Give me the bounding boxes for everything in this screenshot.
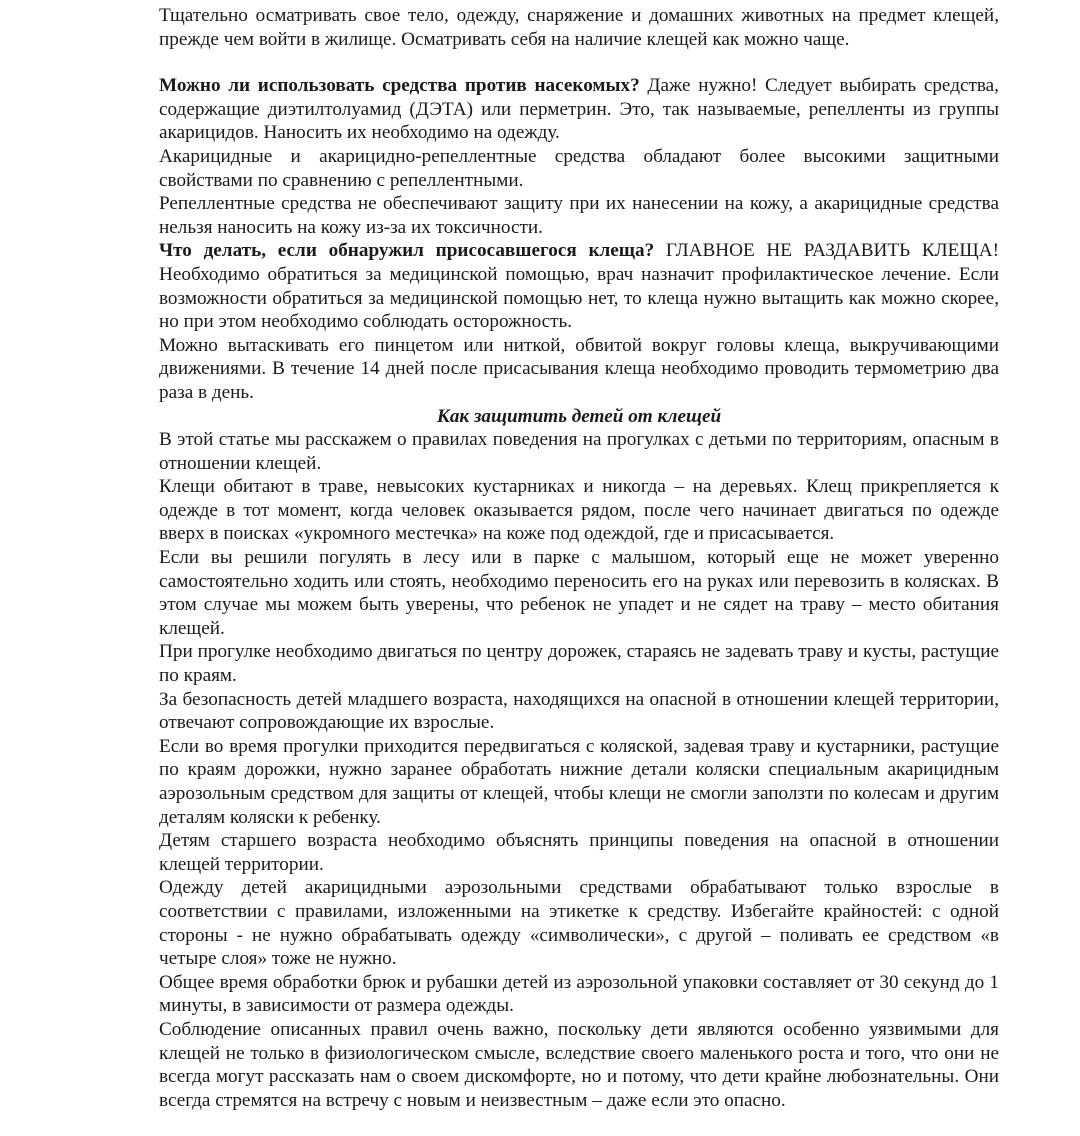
question-insect-repellent: Можно ли использовать средства против насекомых? — [159, 75, 640, 97]
children-paragraph: Клещи обитают в траве, невысоких кустарниках и никогда – на деревьях. Клещ прикрепляется к одежде в тот момент, когда человек оказывается рядом, после чего начинает двигаться по одежде вверх в поисках «укромного местечка» на коже под одеждой, где и присасывается. — [159, 476, 999, 545]
children-paragraph: За безопасность детей младшего возраста, находящихся на опасной в отношении клещей территории, отвечают сопровождающие их взрослые. — [159, 688, 999, 734]
question-attached-tick: Что делать, если обнаружил присосавшегося клеща? — [159, 240, 655, 262]
children-paragraph: Общее время обработки брюк и рубашки детей из аэрозольной упаковки составляет от 30 секунд до 1 минуты, в зависимости от размера одежды. — [159, 971, 999, 1017]
document-body — [159, 4, 999, 1112]
children-paragraph: Если во время прогулки приходится передвигаться с коляской, задевая траву и кустарники, растущие по краям дорожки, нужно заранее обработать нижние детали коляски специальным акарицидным аэрозольным средством для защиты от клещей, чтобы клещи не смогли заползти по колесам и другим деталям коляски к ребенку. — [159, 735, 999, 828]
repellent-paragraph: Репеллентные средства не обеспечивают защиту при их нанесении на кожу, а акарицидные средства нельзя наносить на кожу из-за их токсичности. — [159, 193, 999, 238]
insect-repellent-paragraph — [159, 74, 999, 145]
children-paragraph: При прогулке необходимо двигаться по центру дорожек, стараясь не задевать траву и кусты, растущие по краям. — [159, 641, 999, 687]
answer-attached-tick: ГЛАВНОЕ НЕ РАЗДАВИТЬ КЛЕЩА! Необходимо обратиться за медицинской помощью, врач назначит профилактическое лечение. Если возможности обратиться за медицинской помощью нет, то клеща нужно вытащить как можно скорее, но при этом необходимо соблюдать осторожность. — [159, 240, 999, 333]
intro-paragraph: Тщательно осматривать свое тело, одежду, снаряжение и домашних животных на предмет клещей, прежде чем войти в жилище. Осматривать себя на наличие клещей как можно чаще. — [159, 5, 999, 50]
section-heading: Как защитить детей от клещей — [436, 405, 722, 427]
acaricide-paragraph: Акарицидные и акарицидно-репеллентные средства обладают более высокими защитными свойствами по сравнению с репеллентными. — [159, 145, 999, 191]
children-paragraph: Одежду детей акарицидными аэрозольными средствами обрабатывают только взрослые в соответствии с правилами, изложенными на этикетке к средству. Избегайте крайностей: с одной стороны - не нужно обрабатывать одежду «символически», с другой – поливать ее средством «в четыре слоя» тоже не нужно. — [159, 877, 999, 970]
attached-tick-paragraph — [159, 239, 999, 333]
children-paragraph: В этой статье мы расскажем о правилах поведения на прогулках с детьми по территориям, опасным в отношении клещей. — [159, 429, 999, 474]
children-paragraph: Детям старшего возраста необходимо объяснять принципы поведения на опасной в отношении клещей территории. — [159, 830, 999, 875]
children-paragraph: Если вы решили погулять в лесу или в парке с малышом, который еще не может уверенно самостоятельно ходить или стоять, необходимо переносить его на руках или перевозить в колясках. В этом случае мы можем быть уверены, что ребенок не упадет и не сядет на траву – место обитания клещей. — [159, 547, 999, 639]
tick-removal-paragraph: Можно вытаскивать его пинцетом или ниткой, обвитой вокруг головы клеща, выкручивающими движениями. В течение 14 дней после присасывания клеща необходимо проводить термометрию два раза в день. — [159, 334, 999, 403]
answer-insect-repellent: Даже нужно! Следует выбирать средства, содержащие диэтилтолуамид (ДЭТА) или перметрин. Это, так называемые, репелленты из группы акарицидов. Наносить их необходимо на одежду. — [159, 75, 999, 144]
children-paragraph: Соблюдение описанных правил очень важно, поскольку дети являются особенно уязвимыми для клещей не только в физиологическом смысле, вследствие своего маленького роста и того, что они не всегда могут рассказать нам о своем дискомфорте, но и потому, что дети крайне любознательны. Они всегда стремятся на встречу с новым и неизвестным – даже если это опасно. — [159, 1018, 999, 1111]
